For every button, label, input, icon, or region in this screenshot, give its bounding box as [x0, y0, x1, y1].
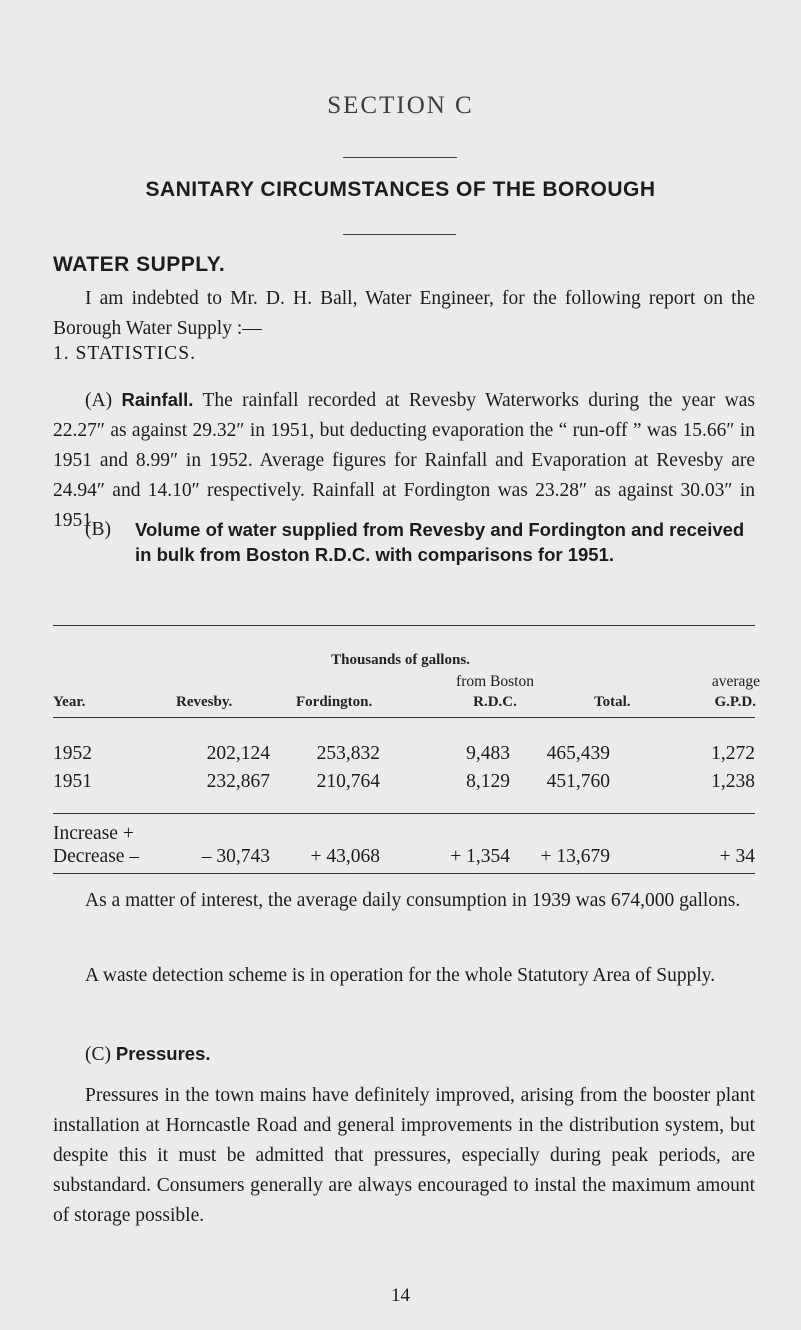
change-cell-total: + 13,679 — [540, 846, 610, 867]
change-label-increase: Increase + — [53, 823, 134, 844]
change-label-decrease: Decrease – — [53, 846, 140, 867]
table-header-rule — [53, 717, 755, 718]
table-cell-average: 1,238 — [711, 771, 755, 792]
intro-paragraph: I am indebted to Mr. D. H. Ball, Water Engineer, for the following report on the Borough Water Supply :— — [53, 288, 755, 339]
table-cell-fordington: 253,832 — [316, 743, 380, 764]
table-cell-boston: 9,483 — [466, 743, 510, 764]
table-cell-boston: 8,129 — [466, 771, 510, 792]
main-heading: SANITARY CIRCUMSTANCES OF THE BOROUGH — [145, 178, 656, 201]
table-group-header: Thousands of gallons. — [331, 652, 470, 668]
pressures-letter: (C) — [85, 1044, 111, 1065]
change-cell-revesby: – 30,743 — [201, 846, 270, 867]
rainfall-letter: (A) — [85, 390, 113, 411]
pressures-paragraph: Pressures in the town mains have definitely improved, arising from the booster plant installation at Horncastle Road and general improvements in the distribution system, but despite this it must be admitted that pressures, especially during peak periods, are substandard. Consumers generally are always encouraged to instal the maximum amount of storage possible. — [53, 1085, 755, 1226]
waste-paragraph: A waste detection scheme is in operation for the whole Statutory Area of Supply. — [85, 965, 716, 986]
volume-letter: (B) — [85, 519, 111, 540]
change-cell-average: + 34 — [719, 846, 755, 867]
rainfall-text: The rainfall recorded at Revesby Waterworks during the year was 22.27″ as against 29.32″ in 1951, but deducting evaporation the “ run-off ” was 15.66″ in 1951 and 8.99″ in 1952. Average figures for Rainfall and Evaporation at Revesby are 24.94″ and 14.10″ respectively. Rainfall at Fordington was 23.28″ as against 30.03″ in 1951. — [53, 390, 755, 531]
column-header-total: Total. — [594, 694, 631, 710]
table-top-rule — [53, 625, 755, 626]
water-supply-heading: WATER SUPPLY. — [53, 253, 226, 276]
volume-heading — [85, 517, 755, 567]
table-cell-fordington: 210,764 — [316, 771, 380, 792]
rainfall-label: Rainfall. — [121, 389, 194, 410]
divider — [343, 157, 457, 158]
table-mid-rule — [53, 813, 755, 814]
column-header-year: Year. — [53, 694, 86, 710]
page-number: 14 — [391, 1285, 410, 1306]
table-cell-revesby: 232,867 — [206, 771, 270, 792]
section-title: SECTION C — [327, 92, 474, 119]
divider — [343, 234, 456, 235]
interest-paragraph: As a matter of interest, the average daily consumption in 1939 was 674,000 gallons. — [85, 890, 741, 911]
column-header-boston: R.D.C. — [473, 694, 517, 710]
change-cell-boston: + 1,354 — [450, 846, 510, 867]
table-cell-total: 451,760 — [546, 771, 610, 792]
column-header-boston-top: from Boston — [456, 673, 534, 690]
table-row-year: 1952 — [53, 743, 92, 764]
table-cell-total: 465,439 — [546, 743, 610, 764]
table-bottom-rule — [53, 873, 755, 874]
rainfall-paragraph — [53, 385, 755, 536]
pressures-heading — [53, 1039, 755, 1070]
column-header-fordington: Fordington. — [296, 694, 373, 710]
column-header-average: G.P.D. — [714, 694, 756, 710]
column-header-revesby: Revesby. — [176, 694, 233, 710]
volume-text: Volume of water supplied from Revesby and Fordington and received in bulk from Boston R.D.C. with comparisons for 1951. — [135, 519, 745, 565]
change-cell-fordington: + 43,068 — [310, 846, 380, 867]
table-row-year: 1951 — [53, 771, 92, 792]
table-cell-average: 1,272 — [711, 743, 755, 764]
table-cell-revesby: 202,124 — [206, 743, 270, 764]
pressures-label: Pressures. — [115, 1043, 211, 1064]
statistics-heading: 1. STATISTICS. — [53, 343, 196, 364]
column-header-average-top: average — [711, 673, 760, 690]
